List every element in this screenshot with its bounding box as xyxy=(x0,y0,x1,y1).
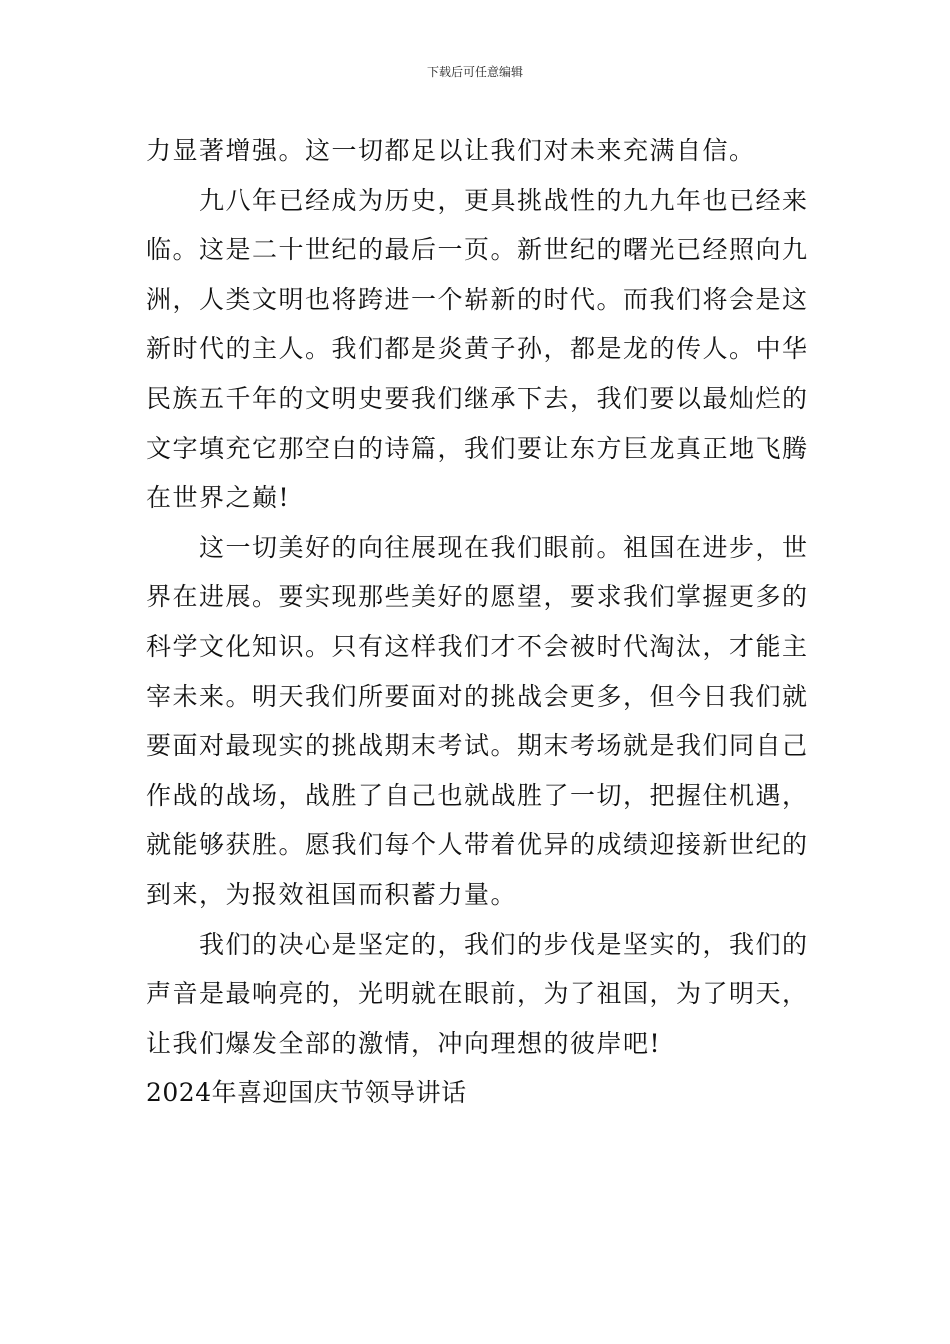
text-line: 科学文化知识。只有这样我们才不会被时代淘汰，才能主 xyxy=(146,631,809,661)
text-line: 文字填充它那空白的诗篇，我们要让东方巨龙真正地飞腾 xyxy=(146,433,809,463)
text-line: 声音是最响亮的，光明就在眼前，为了祖国，为了明天， xyxy=(146,979,809,1009)
page-header: 下载后可任意编辑 xyxy=(426,65,523,79)
text-line: 洲，人类文明也将跨进一个崭新的时代。而我们将会是这 xyxy=(146,284,809,314)
text-line: 就能够获胜。愿我们每个人带着优异的成绩迎接新世纪的 xyxy=(146,830,809,860)
text-line: 作战的战场，战胜了自己也就战胜了一切，把握住机遇， xyxy=(146,780,809,810)
next-section-title: 2024年喜迎国庆节领导讲话 xyxy=(146,1078,467,1108)
text-line: 民族五千年的文明史要我们继承下去，我们要以最灿烂的 xyxy=(146,383,809,413)
text-line: 到来，为报效祖国而积蓄力量。 xyxy=(146,879,518,909)
paragraph-start-line: 我们的决心是坚定的，我们的步伐是坚实的，我们的 xyxy=(199,929,809,959)
text-line: 力显著增强。这一切都足以让我们对未来充满自信。 xyxy=(146,136,756,165)
text-line: 新时代的主人。我们都是炎黄子孙，都是龙的传人。中华 xyxy=(146,334,809,364)
text-line: 界在进展。要实现那些美好的愿望，要求我们掌握更多的 xyxy=(146,582,809,612)
text-line: 要面对最现实的挑战期末考试。期末考场就是我们同自己 xyxy=(146,731,809,761)
text-line: 让我们爆发全部的激情，冲向理想的彼岸吧! xyxy=(146,1028,662,1058)
paragraph-start-line: 这一切美好的向往展现在我们眼前。祖国在进步，世 xyxy=(199,532,809,562)
text-line: 宰未来。明天我们所要面对的挑战会更多，但今日我们就 xyxy=(146,681,809,711)
text-line: 在世界之巅! xyxy=(146,483,291,513)
document-body xyxy=(146,126,811,1118)
text-line: 临。这是二十世纪的最后一页。新世纪的曙光已经照向九 xyxy=(146,235,809,265)
paragraph-start-line: 九八年已经成为历史，更具挑战性的九九年也已经来 xyxy=(199,185,809,215)
